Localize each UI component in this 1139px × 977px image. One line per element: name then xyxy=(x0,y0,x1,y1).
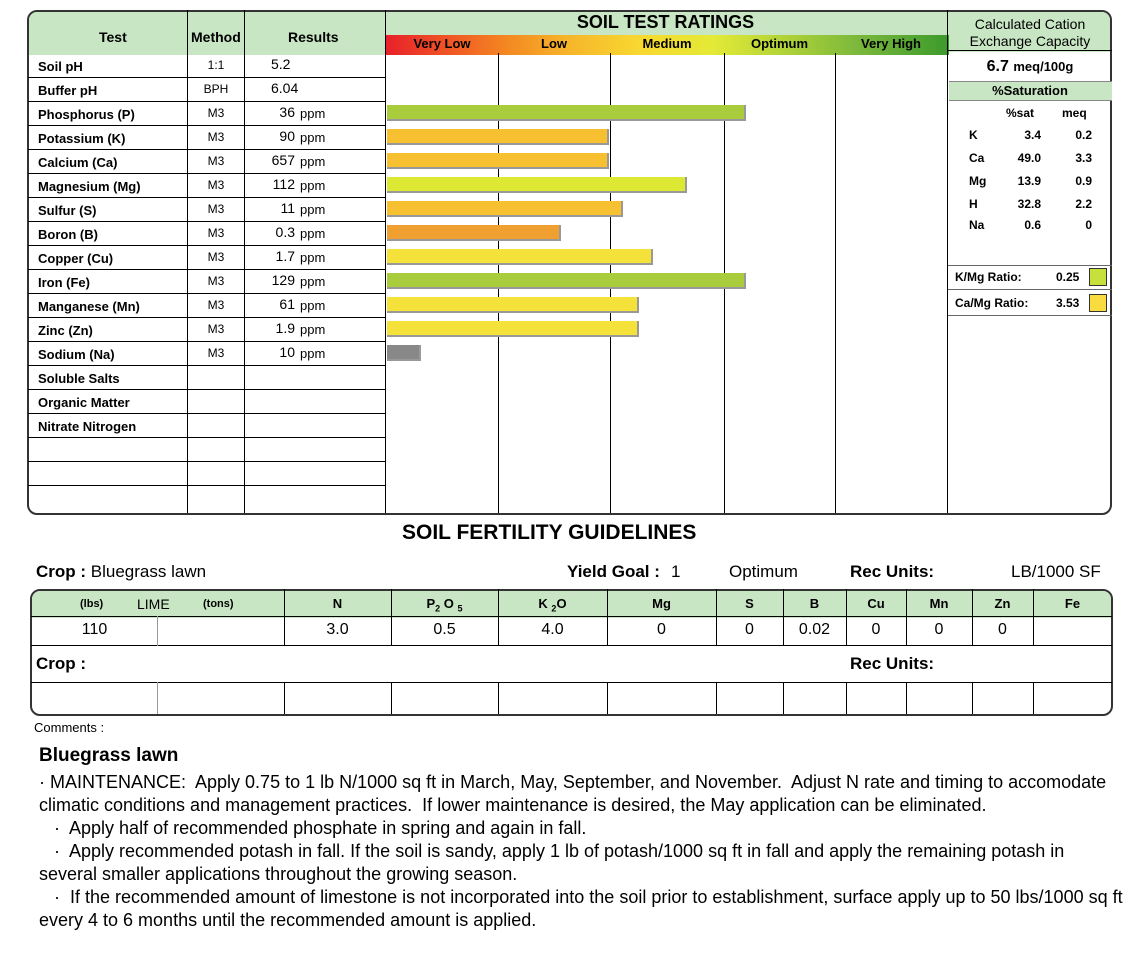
test-value: 61 xyxy=(279,296,295,312)
lime-lbs-label: (lbs) xyxy=(80,598,104,610)
cec-value: 6.7 xyxy=(986,58,1009,75)
ratings-title: SOIL TEST RATINGS xyxy=(576,12,755,32)
col-test-header: Test xyxy=(99,29,127,45)
rating-bar xyxy=(387,225,561,241)
rating-bar xyxy=(387,297,639,313)
col-results-header: Results xyxy=(288,29,339,45)
test-method: M3 xyxy=(207,298,225,312)
rec-units-label: Rec Units: xyxy=(850,562,935,581)
rating-bar xyxy=(387,345,421,361)
test-value: 11 xyxy=(280,200,295,216)
comments-heading: Bluegrass lawn xyxy=(39,745,179,766)
comments-body xyxy=(39,771,1128,932)
nutrient-value-mn: 0 xyxy=(934,621,944,638)
camg-swatch xyxy=(1089,294,1107,312)
rating-bar xyxy=(387,129,609,145)
yield-value: 1 xyxy=(671,562,681,581)
test-name: Zinc (Zn) xyxy=(38,323,93,338)
test-name: Potassium (K) xyxy=(38,131,126,146)
test-name: Copper (Cu) xyxy=(38,251,114,266)
nutrient-value-s: 0 xyxy=(745,621,754,638)
sat-meq: 0 xyxy=(1085,218,1092,232)
rec-units-value: LB/1000 SF xyxy=(1011,562,1101,581)
test-value: 0.3 xyxy=(275,224,295,240)
test-name: Calcium (Ca) xyxy=(38,155,118,170)
test-name: Soluble Salts xyxy=(38,371,120,386)
test-value: 129 xyxy=(271,272,295,288)
rating-bar xyxy=(387,105,746,121)
comment-paragraph: · Apply recommended potash in fall. If the soil is sandy, apply 1 lb of potash/1000 sq ft in fall and apply the remaining potash in several smaller applications throughout the growing season. xyxy=(39,841,1070,884)
rating-bar xyxy=(387,201,623,217)
sat-percent: 13.9 xyxy=(1017,174,1041,188)
cec-unit: meq/100g xyxy=(1013,59,1074,74)
crop-label: Crop : xyxy=(36,562,87,581)
nutrient-header-zn: Zn xyxy=(994,596,1011,611)
nutrient-header-mn: Mn xyxy=(929,596,949,611)
nutrient-header-s: S xyxy=(745,596,754,611)
kmg-swatch xyxy=(1089,268,1107,286)
test-method: M3 xyxy=(207,274,225,288)
rec-units2-label: Rec Units: xyxy=(850,654,935,673)
rating-bar xyxy=(387,249,653,265)
comments-label: Comments : xyxy=(34,720,105,735)
rating-bar xyxy=(387,153,609,169)
test-value: 1.7 xyxy=(275,248,295,264)
test-name: Sulfur (S) xyxy=(38,203,97,218)
rating-level-4: Very High xyxy=(861,36,921,51)
test-unit: ppm xyxy=(300,202,326,217)
test-name: Organic Matter xyxy=(38,395,130,410)
crop2-label: Crop : xyxy=(36,654,87,673)
test-method: M3 xyxy=(207,250,225,264)
kmg-label: K/Mg Ratio: xyxy=(955,270,1022,284)
nutrient-value-n: 3.0 xyxy=(326,621,349,638)
sat-meq: 0.2 xyxy=(1075,128,1092,142)
kmg-value: 0.25 xyxy=(1056,270,1080,284)
yield-level: Optimum xyxy=(729,562,798,581)
test-unit: ppm xyxy=(300,250,326,265)
sat-meq: 3.3 xyxy=(1075,151,1092,165)
test-method: M3 xyxy=(207,130,225,144)
test-name: Iron (Fe) xyxy=(38,275,90,290)
test-value: 5.2 xyxy=(271,56,291,72)
guidelines-title: SOIL FERTILITY GUIDELINES xyxy=(402,521,697,544)
test-value: 36 xyxy=(279,104,295,120)
test-unit: ppm xyxy=(300,106,326,121)
nutrient-value-p2o5: 0.5 xyxy=(433,621,456,638)
rating-level-0: Very Low xyxy=(413,36,471,51)
test-method: M3 xyxy=(207,178,225,192)
sat-ion: H xyxy=(969,197,978,211)
rating-bar xyxy=(387,321,639,337)
test-value: 90 xyxy=(279,128,295,144)
nutrient-value-mg: 0 xyxy=(657,621,666,638)
test-method: 1:1 xyxy=(207,58,225,72)
test-method: M3 xyxy=(207,154,225,168)
test-name: Phosphorus (P) xyxy=(38,107,135,122)
nutrient-header-cu: Cu xyxy=(867,596,885,611)
yield-label: Yield Goal : xyxy=(567,562,660,581)
lime-tons-label: (tons) xyxy=(203,598,234,610)
sat-percent: 32.8 xyxy=(1017,197,1041,211)
nutrient-header-k2o: K $_2$O xyxy=(538,596,567,614)
comment-paragraph: · If the recommended amount of limestone is not incorporated into the soil prior to establishment, surface apply up to 50 lbs/1000 sq ft every 4 to 6 months until the recommended amount is applied. xyxy=(39,887,1128,930)
sat-meq: 2.2 xyxy=(1075,197,1092,211)
col-sat-header: %sat xyxy=(1006,106,1035,120)
test-name: Buffer pH xyxy=(38,83,98,98)
test-unit: ppm xyxy=(300,322,326,337)
nutrient-header-n: N xyxy=(332,596,343,611)
col-meq-header: meq xyxy=(1062,106,1087,120)
test-method: M3 xyxy=(207,202,225,216)
test-name: Boron (B) xyxy=(38,227,98,242)
nutrient-value-cu: 0 xyxy=(871,621,881,638)
comment-paragraph: · MAINTENANCE: Apply 0.75 to 1 lb N/1000 sq ft in March, May, September, and November. Adjust N rate and timing to accomodate climatic conditions and management practices. If lower maintenance is desired, the May application can be eliminated. xyxy=(39,772,1112,815)
test-name: Nitrate Nitrogen xyxy=(38,419,137,434)
nutrient-header-fe: Fe xyxy=(1064,596,1081,611)
test-value: 112 xyxy=(272,176,295,192)
cec-title-line2: Exchange Capacity xyxy=(969,33,1091,49)
cec-title-line1: Calculated Cation xyxy=(974,16,1086,32)
test-method: M3 xyxy=(207,226,225,240)
test-method: M3 xyxy=(207,346,225,360)
test-value: 6.04 xyxy=(271,80,299,96)
saturation-title: %Saturation xyxy=(992,83,1068,98)
test-value: 657 xyxy=(271,152,295,168)
test-method: M3 xyxy=(207,106,225,120)
sat-percent: 3.4 xyxy=(1024,128,1041,142)
test-method: M3 xyxy=(207,322,225,336)
test-method: BPH xyxy=(203,82,229,96)
lime-lbs-value: 110 xyxy=(81,621,108,638)
nutrient-value-zn: 0 xyxy=(998,621,1007,638)
crop-value: Bluegrass lawn xyxy=(90,562,207,581)
nutrient-value-b: 0.02 xyxy=(798,621,831,638)
sat-ion: K xyxy=(969,128,978,142)
sat-ion: Na xyxy=(969,218,985,232)
nutrient-value-k2o: 4.0 xyxy=(541,621,564,638)
cec-value-line xyxy=(948,58,1112,76)
test-name: Manganese (Mn) xyxy=(38,299,140,314)
crop-line xyxy=(36,562,206,582)
test-unit: ppm xyxy=(300,178,326,193)
comment-paragraph: · Apply half of recommended phosphate in spring and again in fall. xyxy=(39,818,587,838)
nutrient-header-p2o5: $P_2$ O $_5$ xyxy=(426,596,463,614)
rating-level-3: Optimum xyxy=(750,36,809,51)
sat-ion: Mg xyxy=(969,174,987,188)
test-unit: ppm xyxy=(300,346,326,361)
test-unit: ppm xyxy=(300,154,326,169)
test-unit: ppm xyxy=(300,130,326,145)
test-name: Soil pH xyxy=(38,59,83,74)
test-name: Magnesium (Mg) xyxy=(38,179,141,194)
test-unit: ppm xyxy=(300,274,326,289)
rating-bar xyxy=(387,177,687,193)
nutrient-header-mg: Mg xyxy=(652,596,671,611)
nutrient-header-b: B xyxy=(809,596,820,611)
test-unit: ppm xyxy=(300,298,326,313)
sat-meq: 0.9 xyxy=(1075,174,1092,188)
rating-level-2: Medium xyxy=(642,36,692,51)
test-value: 1.9 xyxy=(275,320,295,336)
sat-ion: Ca xyxy=(969,151,985,165)
rating-level-1: Low xyxy=(541,36,567,51)
lime-label: LIME xyxy=(137,596,170,612)
test-unit: ppm xyxy=(300,226,326,241)
test-value: 10 xyxy=(279,344,295,360)
col-method-header: Method xyxy=(191,29,241,45)
camg-value: 3.53 xyxy=(1056,296,1080,310)
test-name: Sodium (Na) xyxy=(38,347,115,362)
camg-label: Ca/Mg Ratio: xyxy=(955,296,1029,310)
sat-percent: 0.6 xyxy=(1024,218,1041,232)
rating-bar xyxy=(387,273,746,289)
sat-percent: 49.0 xyxy=(1017,151,1041,165)
